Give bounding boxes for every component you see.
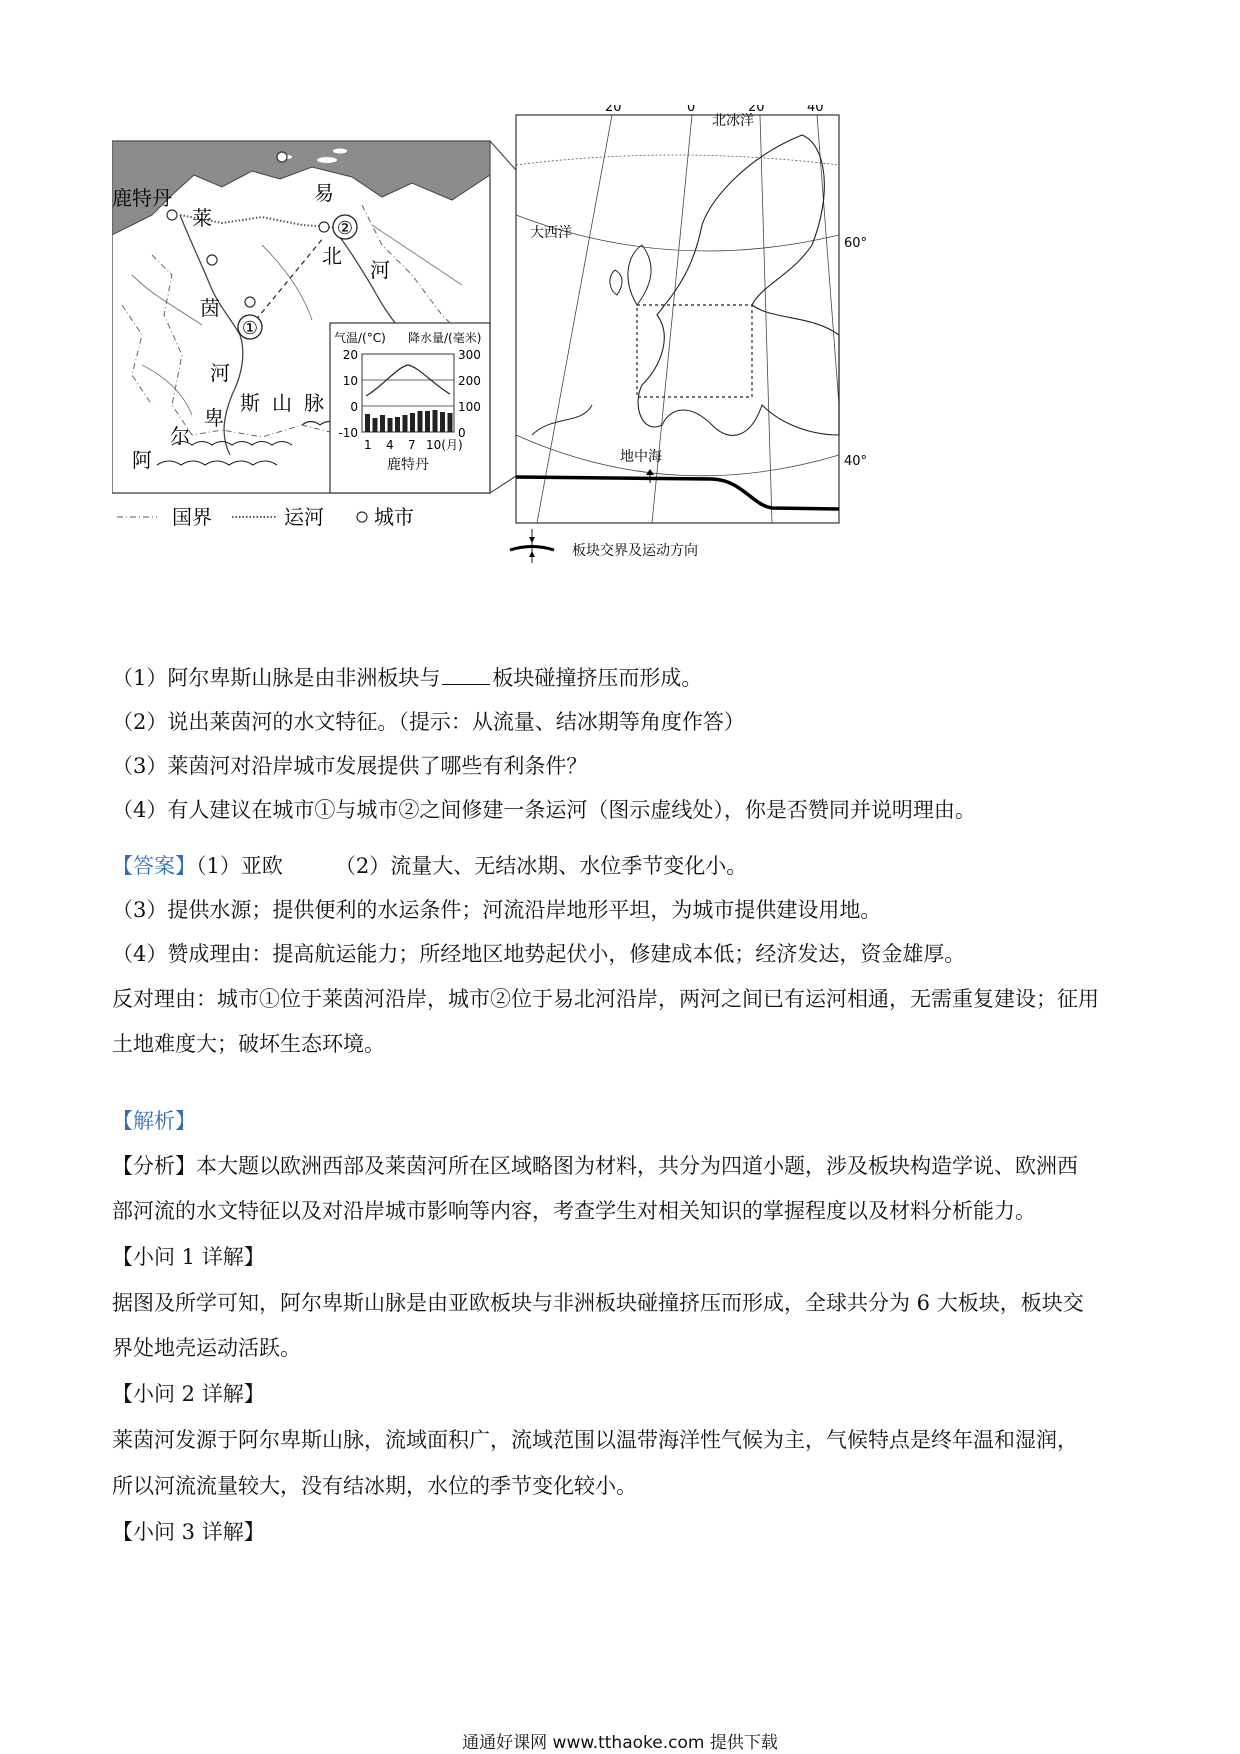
answer-tag: 【答案】 (112, 854, 196, 878)
left-map-legend (117, 505, 414, 529)
month-tick-7: 7 (408, 438, 416, 452)
analysis-fenxi-2: 部河流的水文特征以及对沿岸城市影响等内容，考查学生对相关知识的掌握程度以及材料分析能力。 (112, 1199, 1036, 1223)
lat-label-40: 40° (844, 454, 868, 469)
label-arctic-ocean: 北冰洋 (712, 113, 754, 129)
sub1-title: 【小问 1 详解】 (112, 1245, 265, 1269)
alps-char-5: 山 (272, 391, 292, 415)
answer-blank (442, 666, 490, 685)
rhine-char-2: 茵 (200, 296, 220, 320)
alps-char-6: 脉 (304, 391, 324, 415)
climate-chart (330, 323, 490, 493)
question-4: （4）有人建议在城市①与城市②之间修建一条运河（图示虚线处），你是否赞同并说明理由。 (112, 798, 976, 822)
temp-tick-10: 10 (342, 374, 358, 388)
lon-label-40e: 40° (807, 105, 831, 115)
lat-label-60: 60° (844, 236, 868, 251)
label-rotterdam: 鹿特丹 (112, 186, 172, 210)
sub1-line-2: 界处地壳运动活跃。 (112, 1336, 301, 1360)
sub3-title: 【小问 3 详解】 (112, 1520, 265, 1544)
sub2-line-2: 所以河流流量较大，没有结冰期，水位的季节变化较小。 (112, 1474, 637, 1498)
precip-tick-300: 300 (458, 348, 481, 362)
temp-axis-label: 气温/(°C) (334, 331, 386, 345)
city-2-label: ② (336, 218, 354, 239)
month-tick-4: 4 (386, 438, 394, 452)
elbe-char-3: 河 (370, 258, 390, 282)
label-mediterranean: 地中海 (620, 449, 662, 465)
month-tick-10: 10(月) (426, 438, 463, 452)
analysis-fenxi-1: 【分析】本大题以欧洲西部及莱茵河所在区域略图为材料，共分为四道小题，涉及板块构造学说、欧洲西 (112, 1154, 1078, 1178)
precip-tick-0: 0 (458, 426, 466, 440)
map-figure (112, 105, 942, 635)
lon-label-20w: 20° (605, 105, 629, 115)
question-1: （1）阿尔卑斯山脉是由非洲板块与 板块碰撞挤压而形成。 (112, 666, 703, 690)
answer-oppose-1: 反对理由：城市①位于莱茵河沿岸，城市②位于易北河沿岸，两河之间已有运河相通，无需重复建设；征用 (112, 987, 1099, 1011)
plate-legend-label: 板块交界及运动方向 (572, 543, 698, 559)
answer-line-1: 【答案】（1）亚欧 （2）流量大、无结冰期、水位季节变化小。 (112, 854, 748, 878)
month-tick-1: 1 (364, 438, 372, 452)
elbe-char-2: 北 (322, 244, 342, 268)
europe-map (516, 105, 867, 523)
alps-char-4: 斯 (240, 391, 260, 415)
answer-line-4: （4）赞成理由：提高航运能力；所经地区地势起伏小，修建成本低；经济发达，资金雄厚。 (112, 942, 966, 966)
left-regional-map (112, 141, 490, 493)
answer-oppose-2: 土地难度大；破坏生态环境。 (112, 1032, 385, 1056)
precip-tick-200: 200 (458, 374, 481, 388)
question-2: （2）说出莱茵河的水文特征。（提示：从流量、结冰期等角度作答） (112, 710, 745, 734)
question-3: （3）莱茵河对沿岸城市发展提供了哪些有利条件？ (112, 754, 588, 778)
legend-canal: 运河 (284, 505, 324, 529)
sub2-line-1: 莱茵河发源于阿尔卑斯山脉，流域面积广，流域范围以温带海洋性气候为主，气候特点是终年温和湿润， (112, 1428, 1078, 1452)
lon-label-20e: 20° (748, 105, 772, 115)
climate-station-label: 鹿特丹 (387, 457, 429, 473)
legend-border: 国界 (172, 505, 212, 529)
precip-tick-100: 100 (458, 400, 481, 414)
lon-label-0: 0° (687, 105, 702, 115)
elbe-char-1: 易 (314, 181, 334, 205)
city-1-label: ① (241, 318, 259, 339)
label-atlantic-ocean: 大西洋 (530, 225, 572, 241)
sub2-title: 【小问 2 详解】 (112, 1382, 265, 1406)
precip-axis-label: 降水量/(毫米) (408, 331, 482, 345)
footer-source: 通通好课网 www.tthaoke.com 提供下载 (462, 1733, 778, 1753)
temp-tick-20: 20 (342, 348, 358, 362)
rhine-char-3: 河 (210, 361, 230, 385)
temp-tick-0: 0 (350, 400, 358, 414)
temp-tick-m10: -10 (338, 426, 358, 440)
analysis-tag: 【解析】 (112, 1109, 196, 1133)
alps-char-3: 卑 (204, 406, 224, 430)
legend-city: 城市 (374, 505, 414, 529)
sub1-line-1: 据图及所学可知，阿尔卑斯山脉是由亚欧板块与非洲板块碰撞挤压而形成，全球共分为 6 大板块，板块交 (112, 1291, 1084, 1315)
plate-legend (510, 529, 698, 563)
alps-char-2: 尔 (170, 424, 190, 448)
rhine-char-1: 莱 (192, 206, 212, 230)
alps-char-1: 阿 (132, 448, 152, 472)
answer-line-3: （3）提供水源；提供便利的水运条件；河流沿岸地形平坦，为城市提供建设用地。 (112, 898, 882, 922)
